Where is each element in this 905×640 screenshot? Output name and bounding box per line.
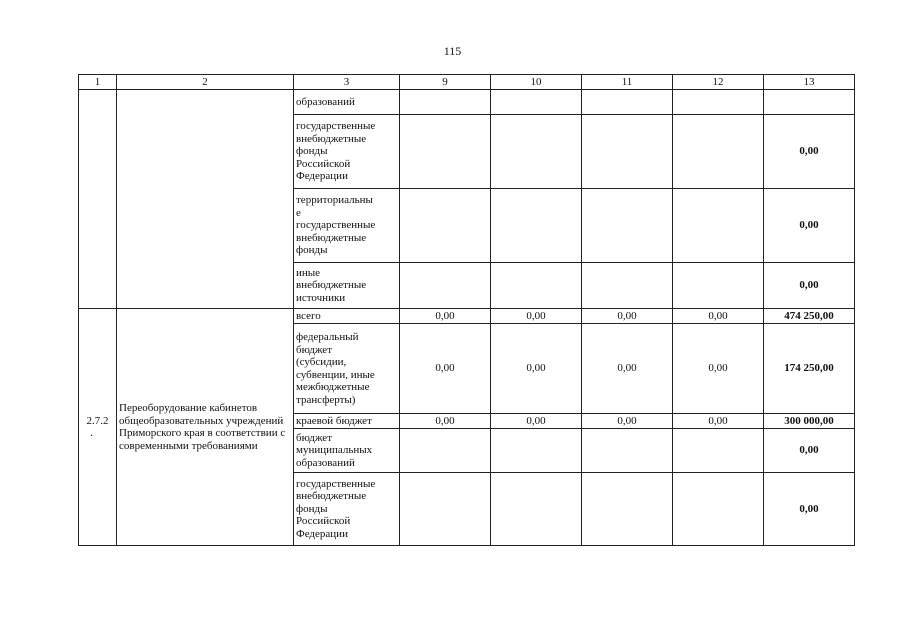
- value-cell: [582, 429, 673, 473]
- total-cell: 300 000,00: [764, 414, 855, 429]
- header-cell: 3: [294, 75, 400, 90]
- description-cell: [117, 90, 294, 309]
- source-cell: иные внебюджетные источники: [294, 263, 400, 309]
- value-cell: [673, 115, 764, 189]
- value-cell: 0,00: [491, 309, 582, 324]
- header-cell: 2: [117, 75, 294, 90]
- value-cell: 0,00: [582, 324, 673, 414]
- value-cell: [491, 115, 582, 189]
- value-cell: [400, 473, 491, 546]
- value-cell: [673, 429, 764, 473]
- value-cell: [582, 189, 673, 263]
- budget-table: [78, 74, 855, 546]
- value-cell: [491, 473, 582, 546]
- value-cell: 0,00: [400, 309, 491, 324]
- value-cell: [582, 115, 673, 189]
- source-cell: государственные внебюджетные фонды Российской Федерации: [294, 473, 400, 546]
- source-cell: образований: [294, 90, 400, 115]
- total-cell: 0,00: [764, 115, 855, 189]
- header-cell: 13: [764, 75, 855, 90]
- value-cell: [673, 189, 764, 263]
- value-cell: [582, 263, 673, 309]
- value-cell: [491, 429, 582, 473]
- table-row: [79, 90, 855, 115]
- value-cell: [582, 473, 673, 546]
- value-cell: [400, 115, 491, 189]
- header-cell: 1: [79, 75, 117, 90]
- value-cell: [400, 429, 491, 473]
- code-cell: [79, 90, 117, 309]
- value-cell: 0,00: [673, 309, 764, 324]
- total-cell: 0,00: [764, 263, 855, 309]
- header-cell: 9: [400, 75, 491, 90]
- value-cell: [400, 90, 491, 115]
- source-cell: федеральный бюджет (субсидии, субвенции, иные межбюджетные трансферты): [294, 324, 400, 414]
- value-cell: [491, 90, 582, 115]
- value-cell: [491, 263, 582, 309]
- value-cell: 0,00: [673, 324, 764, 414]
- total-cell: 174 250,00: [764, 324, 855, 414]
- page-number: 115: [443, 44, 462, 58]
- value-cell: [673, 263, 764, 309]
- value-cell: [582, 90, 673, 115]
- total-cell: 0,00: [764, 473, 855, 546]
- header-cell: 10: [491, 75, 582, 90]
- value-cell: 0,00: [582, 414, 673, 429]
- value-cell: [491, 189, 582, 263]
- total-cell: 474 250,00: [764, 309, 855, 324]
- header-row: [79, 75, 855, 90]
- value-cell: 0,00: [673, 414, 764, 429]
- total-cell: 0,00: [764, 429, 855, 473]
- item-code-cell: 2.7.2 .: [79, 309, 117, 546]
- header-cell: 12: [673, 75, 764, 90]
- source-cell: всего: [294, 309, 400, 324]
- value-cell: [673, 90, 764, 115]
- total-cell: 0,00: [764, 189, 855, 263]
- value-cell: [400, 189, 491, 263]
- value-cell: [673, 473, 764, 546]
- source-cell: краевой бюджет: [294, 414, 400, 429]
- source-cell: территориальны е государственные внебюджетные фонды: [294, 189, 400, 263]
- value-cell: 0,00: [582, 309, 673, 324]
- total-cell: [764, 90, 855, 115]
- value-cell: [400, 263, 491, 309]
- table-row: [79, 309, 855, 324]
- value-cell: 0,00: [400, 414, 491, 429]
- source-cell: бюджет муниципальных образований: [294, 429, 400, 473]
- item-description-cell: Переоборудование кабинетов общеобразовательных учреждений Приморского края в соответствии с современными требованиями: [117, 309, 294, 546]
- value-cell: 0,00: [491, 324, 582, 414]
- header-cell: 11: [582, 75, 673, 90]
- source-cell: государственные внебюджетные фонды Российской Федерации: [294, 115, 400, 189]
- value-cell: 0,00: [400, 324, 491, 414]
- value-cell: 0,00: [491, 414, 582, 429]
